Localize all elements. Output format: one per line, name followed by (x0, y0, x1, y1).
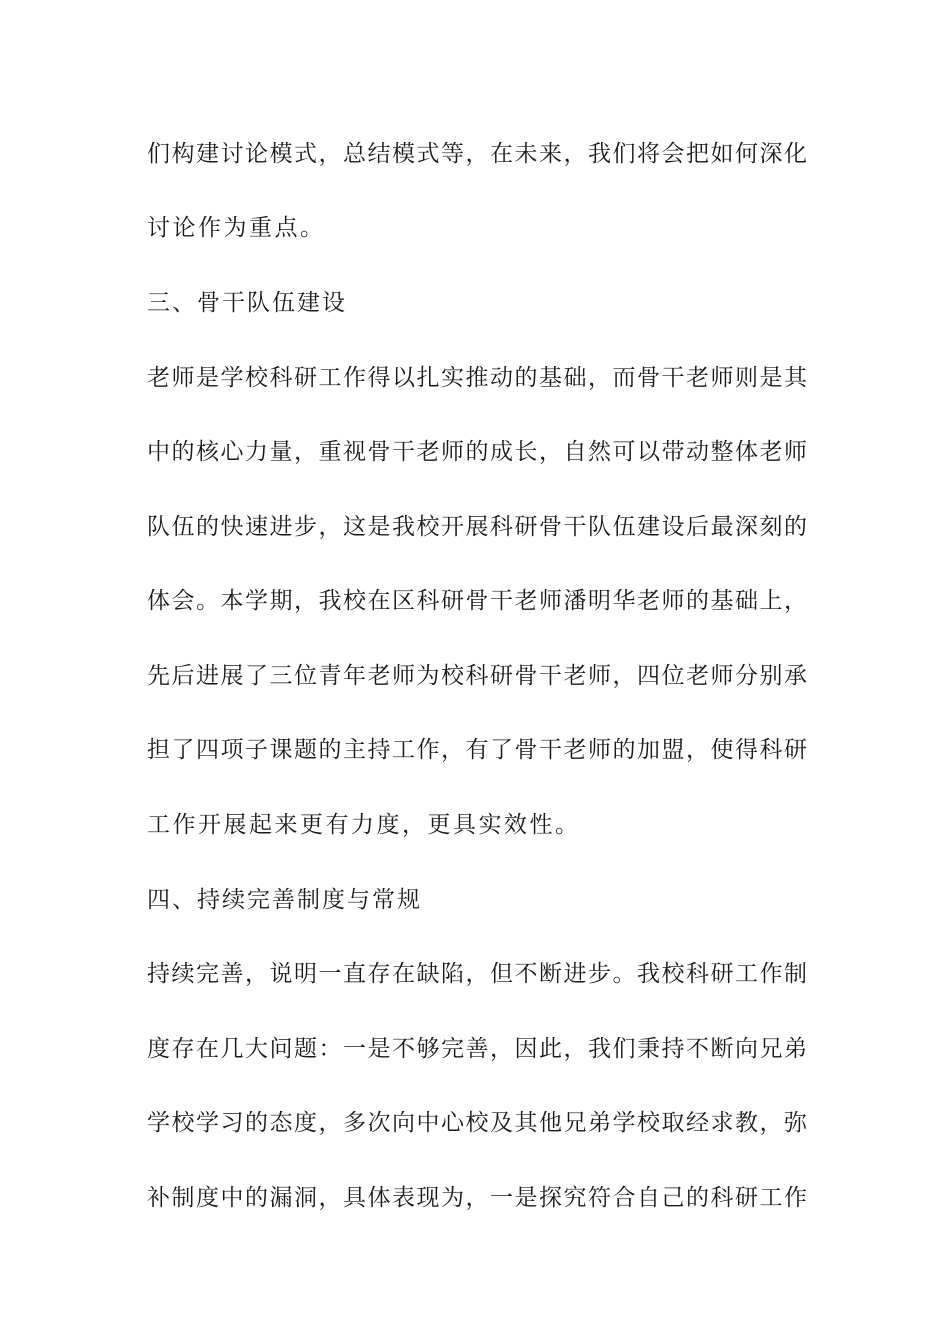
body-text-line: 先后进展了三位青年老师为校科研骨干老师，四位老师分别承 (147, 663, 807, 689)
body-text-line: 队伍的快速进步，这是我校开展科研骨干队伍建设后最深刻的 (147, 514, 807, 540)
body-text-line: 们构建讨论模式，总结模式等，在未来，我们将会把如何深化 (147, 141, 807, 167)
body-text-line: 担了四项子课题的主持工作，有了骨干老师的加盟，使得科研 (147, 737, 807, 763)
body-text-line: 老师是学校科研工作得以扎实推动的基础，而骨干老师则是其 (147, 365, 807, 391)
body-text-line: 持续完善，说明一直存在缺陷，但不断进步。我校科研工作制 (147, 961, 807, 987)
body-text-line: 体会。本学期，我校在区科研骨干老师潘明华老师的基础上， (147, 588, 807, 614)
body-text-line: 讨论作为重点。 (147, 215, 326, 241)
body-text-line: 学校学习的态度，多次向中心校及其他兄弟学校取经求教，弥 (147, 1110, 807, 1136)
section-heading-4: 四、持续完善制度与常规 (147, 887, 422, 913)
body-text-line: 补制度中的漏洞，具体表现为，一是探究符合自己的科研工作 (147, 1185, 807, 1211)
section-heading-3: 三、骨干队伍建设 (147, 290, 347, 316)
body-text-line: 度存在几大问题：一是不够完善，因此，我们秉持不断向兄弟 (147, 1036, 807, 1062)
body-text-line: 中的核心力量，重视骨干老师的成长，自然可以带动整体老师 (147, 439, 807, 465)
body-text-line: 工作开展起来更有力度，更具实效性。 (147, 812, 581, 838)
